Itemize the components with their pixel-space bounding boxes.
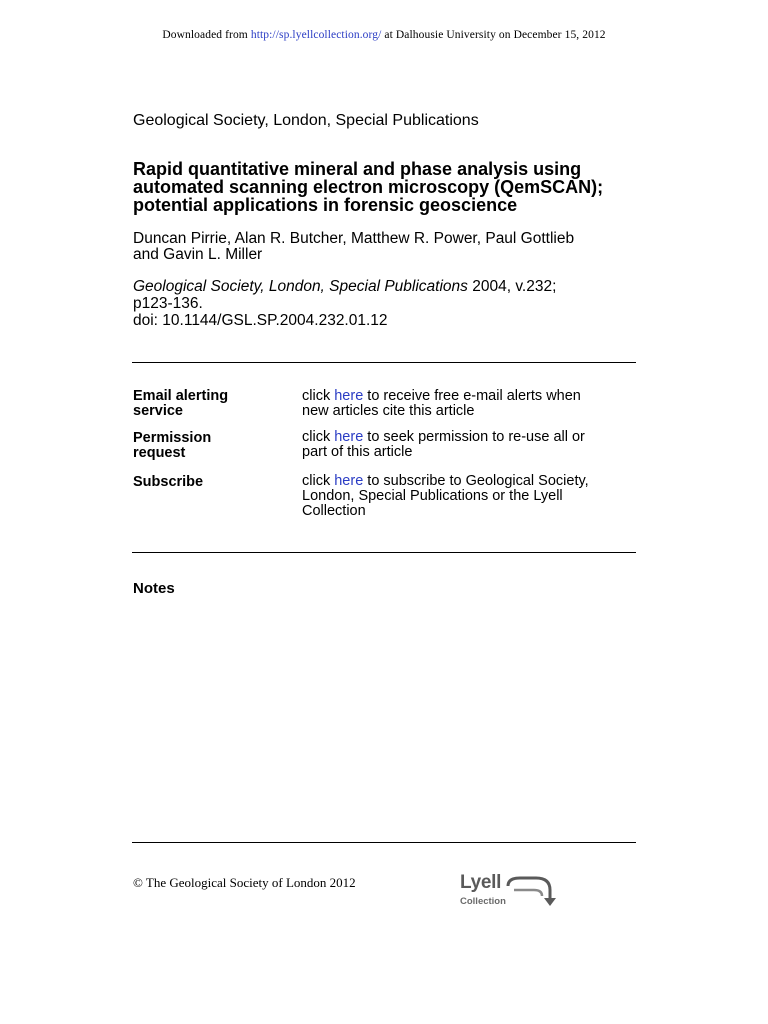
service-text-email-alerting	[302, 389, 642, 419]
article-title	[133, 160, 653, 214]
label-line: Permission	[133, 430, 212, 446]
service-line-text: to receive free e-mail alerts when	[367, 388, 581, 404]
citation-pages: p123-136.	[133, 295, 203, 312]
citation-doi: doi: 10.1144/GSL.SP.2004.232.01.12	[133, 312, 388, 329]
label-line: service	[133, 403, 183, 419]
click-word: click	[302, 388, 331, 404]
citation-volume: 2004, v.232;	[472, 278, 557, 295]
service-text-subscribe	[302, 474, 642, 519]
divider	[132, 362, 636, 363]
article-citation	[133, 278, 653, 329]
click-word: click	[302, 429, 331, 445]
click-word: click	[302, 473, 331, 489]
service-line-text: London, Special Publications or the Lyell	[302, 488, 563, 504]
download-notice	[0, 29, 768, 41]
service-line	[302, 389, 642, 404]
service-text-permission-request	[302, 430, 642, 460]
lyell-collection-logo	[458, 870, 568, 912]
article-authors	[133, 231, 653, 263]
service-line	[302, 474, 642, 489]
divider	[132, 552, 636, 553]
service-line-text: to seek permission to re-use all or	[367, 429, 585, 445]
service-line-text: to subscribe to Geological Society,	[367, 473, 589, 489]
logo-wordmark: Lyell	[460, 872, 502, 893]
email-alert-here-link[interactable]: here	[334, 388, 364, 404]
label-line: Subscribe	[133, 474, 204, 490]
logo-subtitle: Collection	[460, 896, 506, 907]
subscribe-here-link[interactable]: here	[334, 473, 364, 489]
citation-journal: Geological Society, London, Special Publications	[133, 278, 468, 295]
label-line: Email alerting	[133, 388, 229, 404]
download-url-link[interactable]: http://sp.lyellcollection.org/	[250, 29, 382, 41]
title-line: automated scanning electron microscopy (QemSCAN);	[133, 177, 604, 197]
service-label-permission-request	[133, 431, 293, 461]
service-line-text: part of this article	[302, 444, 413, 460]
authors-line: Duncan Pirrie, Alan R. Butcher, Matthew R. Power, Paul Gottlieb	[133, 230, 575, 247]
service-line	[302, 430, 642, 445]
label-line: request	[133, 445, 186, 461]
service-label-email-alerting	[133, 389, 293, 419]
copyright-notice: © The Geological Society of London 2012	[133, 875, 356, 890]
title-line: Rapid quantitative mineral and phase analysis using	[133, 159, 582, 179]
citation-line-1	[133, 278, 653, 295]
title-line: potential applications in forensic geoscience	[133, 195, 518, 215]
logo-arrow-icon	[506, 872, 562, 910]
notes-heading: Notes	[133, 580, 175, 597]
service-label-subscribe	[133, 475, 293, 490]
download-prefix: Downloaded from	[162, 29, 248, 41]
permission-here-link[interactable]: here	[334, 429, 364, 445]
divider	[132, 842, 636, 843]
service-line-text: Collection	[302, 503, 366, 519]
service-line-text: new articles cite this article	[302, 403, 475, 419]
authors-line: and Gavin L. Miller	[133, 246, 263, 263]
download-suffix: at Dalhousie University on December 15, 2012	[384, 29, 606, 41]
journal-name: Geological Society, London, Special Publications	[133, 112, 479, 129]
